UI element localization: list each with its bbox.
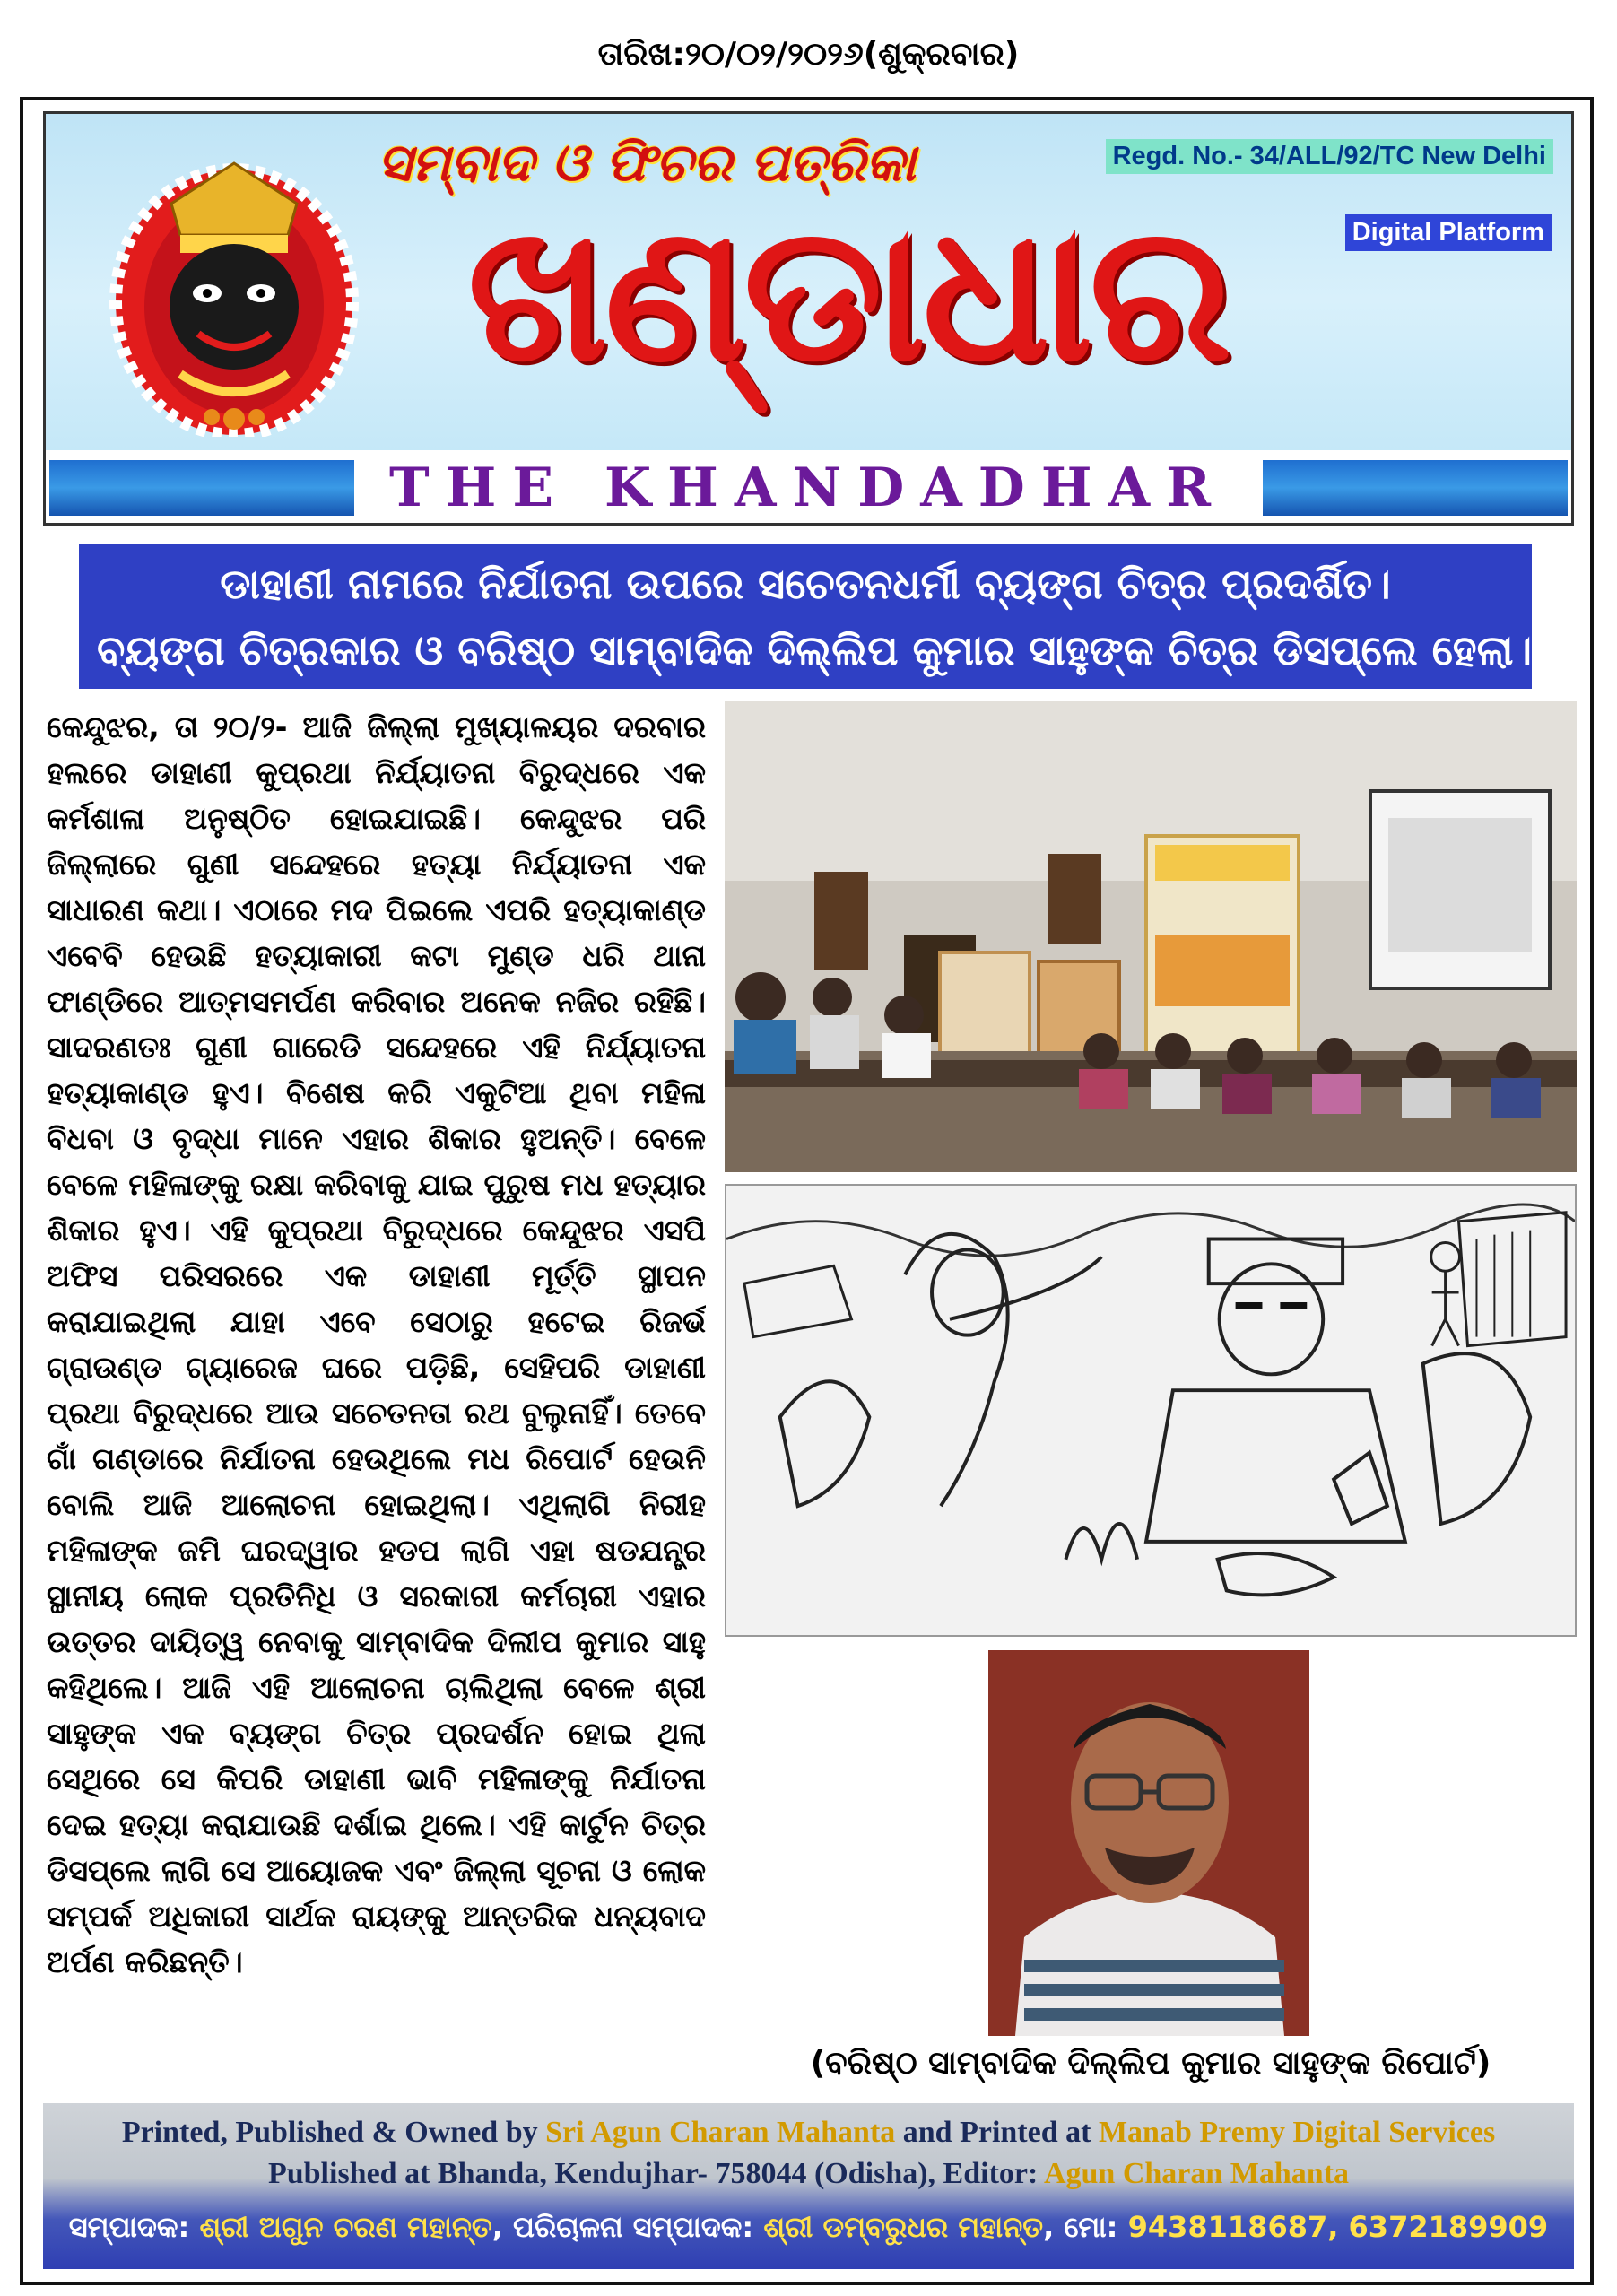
article-body: କେନ୍ଦୁଝର, ତା ୨୦/୨- ଆଜି ଜିଲ୍ଲା ମୁଖ୍ୟାଳୟର ଦରବାର ହଲରେ ଡାହାଣୀ କୁପ୍ରଥା ନିର୍ଯ୍ୟାତନା ବିରୁଦ୍ଧରେ ଏକ କର୍ମଶାଳା ଅନୁଷ୍ଠିତ ହୋଇଯାଇଛି। କେନ୍ଦୁଝର ପରି ଜିଲ୍ଲାରେ ଗୁଣୀ ସନ୍ଦେହରେ ହତ୍ୟା ନିର୍ଯ୍ୟାତନା ଏକ ସାଧାରଣ କଥା। ଏଠାରେ ମଦ ପିଇଲେ ଏପରି ହତ୍ୟାକାଣ୍ଡ ଏବେବି ହେଉଛି ହତ୍ୟାକାରୀ କଟା ମୁଣ୍ଡ ଧରି ଥାନା ଫାଣ୍ଡିରେ ଆତ୍ମସମର୍ପଣ କରିବାର ଅନେକ ନଜିର ରହିଛି। ସାଦରଣତଃ ଗୁଣୀ ଗାରେଡି ସନ୍ଦେହରେ ଏହି ନିର୍ଯ୍ୟାତନା ହତ୍ୟାକାଣ୍ଡ ହୁଏ। ବିଶେଷ କରି ଏକୁଟିଆ ଥିବା ମହିଳା ବିଧବା ଓ ବୃଦ୍ଧା ମାନେ ଏହାର ଶିକାର ହୁଅନ୍ତି। ବେଳେ ବେଳେ ମହିଳାଙ୍କୁ ରକ୍ଷା କରିବାକୁ ଯାଇ ପୁରୁଷ ମଧ ହତ୍ୟାର ଶିକାର ହୁଏ। ଏହି କୁପ୍ରଥା ବିରୁଦ୍ଧରେ କେନ୍ଦୁଝର ଏସପି ଅଫିସ ପରିସରରେ ଏକ ଡାହାଣୀ ମୂର୍ତ୍ତି ସ୍ଥାପନ କରାଯାଇଥିଲା ଯାହା ଏବେ ସେଠାରୁ ହଟେଇ ରିଜର୍ଭ ଗ୍ରାଉଣ୍ଡ ଗ୍ୟାରେଜ ଘରେ ପଡ଼ିଛି, ସେହିପରି ଡାହାଣୀ ପ୍ରଥା ବିରୁଦ୍ଧରେ ଆଉ ସଚେତନତା ରଥ ବୁଲୁନାହିଁ। ତେବେ ଗାଁ ଗଣ୍ଡାରେ ନିର୍ଯାତନା ହେଉଥିଲେ ମଧ ରିପୋର୍ଟ ହେଉନି ବୋଲି ଆଜି ଆଲୋଚନା ହୋଇଥିଲା। ଏଥିଲାଗି ନିରୀହ ମହିଳାଙ୍କ ଜମି ଘରଦ୍ୱାର ହଡପ ଲାଗି ଏହା ଷଡଯନ୍ତ୍ର ସ୍ଥାନୀୟ ଲୋକ ପ୍ରତିନିଧି ଓ ସରକାରୀ କର୍ମଚାରୀ ଏହାର ଉତ୍ତର ଦାୟିତ୍ୱ ନେବାକୁ ସାମ୍ବାଦିକ ଦିଲୀପ କୁମାର ସାହୁ କହିଥିଲେ। ଆଜି ଏହି ଆଲୋଚନା ଚାଲିଥିଲା ବେଳେ ଶ୍ରୀ ସାହୁଙ୍କ ଏକ ବ୍ୟଙ୍ଗ ଚିତ୍ର ପ୍ରଦର୍ଶନ ହୋଇ ଥିଲା ସେଥିରେ ସେ କିପରି ଡାହାଣୀ ଭାବି ମହିଳାଙ୍କୁ ନିର୍ଯାତନା ଦେଇ ହତ୍ୟା କରାଯାଉଛି ଦର୍ଶାଇ ଥିଲେ। ଏହି କାର୍ଟୁନ ଚିତ୍ର ଡିସପ୍ଲେ ଲାଗି ସେ ଆୟୋଜକ ଏବଂ ଜିଲ୍ଲା ସୂଚନା ଓ ଲୋକ ସମ୍ପର୍କ ଅଧିକାରୀ ସାର୍ଥକ ରାୟଙ୍କୁ ଆନ୍ତରିକ ଧନ୍ୟବାଦ ଅର୍ପଣ କରିଛନ୍ତି। bbox=[47, 709, 706, 1979]
footer-printed-at-label: and Printed at bbox=[895, 2116, 1099, 2149]
date-line: ତାରିଖ:୨୦/୦୨/୨୦୨୬(ଶୁକ୍ରବାର) bbox=[597, 36, 1020, 73]
footer-editor-name: Agun Charan Mahanta bbox=[1043, 2157, 1350, 2190]
masthead-banner bbox=[46, 114, 1571, 450]
masthead-title: ଖଣ୍ଡାଧାର bbox=[467, 182, 1229, 404]
reporter-portrait bbox=[988, 1650, 1309, 2036]
footer-printer-name: Manab Premy Digital Services bbox=[1098, 2116, 1496, 2149]
masthead-english-title: THE KHANDADHAR bbox=[389, 457, 1227, 519]
footer-address: Published at Bhanda, Kendujhar- 758044 (Odisha), Editor: bbox=[267, 2157, 1044, 2190]
footer bbox=[43, 2103, 1574, 2269]
footer-line-2 bbox=[43, 2153, 1574, 2195]
footer-phone-numbers: 9438118687, 6372189909 bbox=[1127, 2210, 1549, 2244]
footer-editor-odia: ଶ୍ରୀ ଅଗୁନ ଚରଣ ମହାନ୍ତ bbox=[199, 2210, 492, 2244]
platform-badge: Digital Platform bbox=[1345, 214, 1552, 251]
photo-caption: (ବରିଷ୍ଠ ସାମ୍ବାଦିକ ଦିଲ୍ଲିପ କୁମାର ସାହୁଙ୍କ ରିପୋର୍ଟ) bbox=[810, 2045, 1491, 2082]
headline-line-2: ବ୍ୟଙ୍ଗ ଚିତ୍ରକାର ଓ ବରିଷ୍ଠ ସାମ୍ବାଦିକ ଦିଲ୍ଲିପ କୁମାର ସାହୁଙ୍କ ଚିତ୍ର ଡିସପ୍ଲେ ହେଲା। bbox=[97, 626, 1533, 674]
masthead-tagline: ସମ୍ବାଦ ଓ ଫିଚର ପତ୍ରିକା bbox=[378, 132, 917, 193]
registration-number: Regd. No.- 34/ALL/92/TC New Delhi bbox=[1106, 139, 1553, 174]
headline-line-1: ଡାହାଣୀ ନାମରେ ନିର୍ଯାତନା ଉପରେ ସଚେତନଧର୍ମୀ ବ୍ୟଙ୍ଗ ଚିତ୍ର ପ୍ରଦର୍ଶିତ। bbox=[220, 560, 1391, 608]
footer-owner-name: Sri Agun Charan Mahanta bbox=[545, 2116, 896, 2149]
headline-box bbox=[79, 544, 1532, 689]
footer-phone-label: , ମୋ: bbox=[1043, 2210, 1128, 2244]
footer-editor-label: ସମ୍ପାଦକ: bbox=[68, 2210, 200, 2244]
footer-managing-label: , ପରିଚାଳନା ସମ୍ପାଦକ: bbox=[491, 2210, 764, 2244]
footer-line-3 bbox=[43, 2200, 1574, 2254]
footer-printed-by-label: Printed, Published & Owned by bbox=[121, 2116, 546, 2149]
band-right-bar bbox=[1263, 460, 1568, 516]
deity-logo-icon bbox=[109, 150, 360, 437]
workshop-photo bbox=[725, 701, 1577, 1172]
cartoon-sketch bbox=[725, 1184, 1577, 1637]
band-left-bar bbox=[49, 460, 354, 516]
masthead bbox=[43, 111, 1574, 526]
footer-managing-editor: ଶ୍ରୀ ଡମ୍ବରୁଧର ମହାନ୍ତ bbox=[763, 2210, 1044, 2244]
masthead-band bbox=[46, 453, 1571, 523]
footer-line-1 bbox=[43, 2103, 1574, 2153]
